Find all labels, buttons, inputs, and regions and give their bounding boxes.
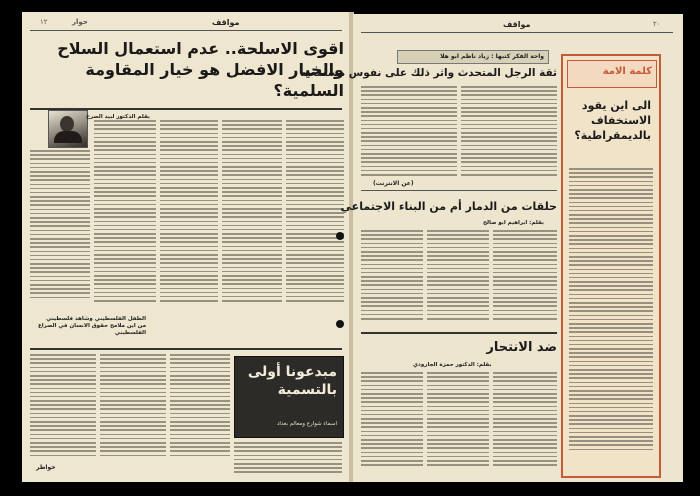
bottom-column-1 (30, 354, 96, 456)
section-label-right: مواقف (503, 20, 531, 29)
page-number-right: ٢٠ (653, 20, 661, 28)
header-brand: حوار (72, 18, 88, 26)
article1-headline: ثقة الرجل المتحدث واثر ذلك على نفوس مستمعيه (300, 67, 557, 79)
article1-kicker: واحة الفكر كتبها : زياد ناظم ابو هلا (440, 53, 544, 60)
header-rule (30, 30, 342, 31)
article2-column-3 (493, 230, 557, 320)
article3-headline: ضد الانتحار (486, 340, 557, 355)
body-column-2 (94, 120, 156, 302)
article1-column-1 (361, 86, 457, 176)
article-divider-2 (361, 332, 557, 334)
section-rule (30, 348, 342, 350)
featured-box-subtitle: اسماء شوارع ومعالم بغداد (276, 421, 337, 427)
byline: بقلم الدكتور لبيد الصرخ (86, 114, 150, 120)
article2-column-1 (361, 230, 423, 320)
sidebar-title: كلمة الامة (602, 66, 652, 77)
left-page (22, 12, 350, 482)
author-photo (48, 110, 88, 148)
sidebar-title-box (567, 60, 657, 88)
body-column-4 (222, 120, 282, 302)
body-column-5 (286, 120, 344, 302)
featured-box-title: مبدعونا أولى بالتسمية (247, 364, 337, 398)
page-number: ١٢ (40, 18, 48, 26)
body-column-3 (160, 120, 218, 302)
article2-headline: حلقات من الدمار أم من البناء الاجتماعي (340, 200, 557, 213)
article3-column-3 (493, 372, 557, 466)
article-divider-1 (361, 190, 557, 191)
sidebar-column (561, 54, 661, 478)
body-column-1 (30, 150, 90, 298)
binding-hole-3 (336, 320, 344, 328)
article2-column-2 (427, 230, 489, 320)
article3-byline: بقلم: الدكتور حمزة الجارودي (413, 362, 492, 368)
author-torso-shape (54, 131, 82, 143)
article1-source: (عن الانترنت) (373, 180, 414, 187)
article1-column-2 (461, 86, 557, 176)
sidebar-question: الى اين يقود الاستخفاف بالديمقراطية؟ (574, 99, 651, 142)
article2-byline: بقلم: ابراهيم ابو صالح (483, 220, 544, 226)
header-rule-right (361, 32, 673, 33)
binding-hole-1 (336, 232, 344, 240)
featured-box (234, 356, 344, 438)
photo-caption: الطفل الفلسطيني وشاهد فلسطيني من اين ملامح حقوق الانسان في الصراع الفلسطيني (38, 316, 146, 336)
sidebar-text (569, 168, 653, 450)
bottom-column-2 (100, 354, 166, 456)
kicker-box (397, 50, 549, 64)
section-label: مواقف (212, 18, 240, 27)
box-text-lines (234, 442, 342, 473)
article3-column-1 (361, 372, 423, 466)
article3-column-2 (427, 372, 489, 466)
author-head-shape (60, 116, 74, 132)
main-headline: اقوى الاسلحة.. عدم استعمال السلاح والخيار الافضل هو خيار المقاومة السلمية؟ (57, 39, 344, 100)
bottom-column-3 (170, 354, 230, 456)
footer-mark: خواطر (36, 464, 56, 471)
